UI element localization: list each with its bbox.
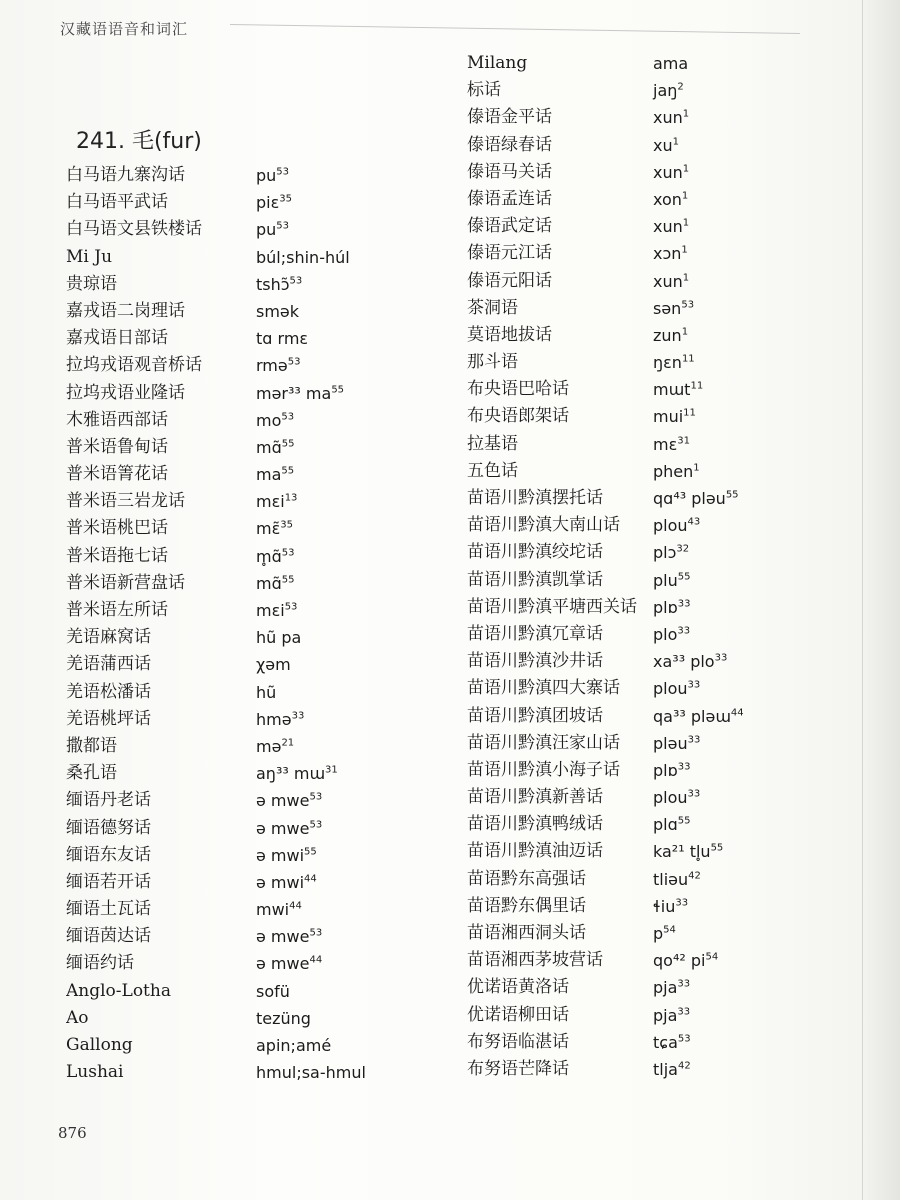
word-form bbox=[653, 322, 688, 349]
tone-number: 55 bbox=[281, 574, 295, 586]
word-form bbox=[256, 842, 317, 869]
word-form bbox=[256, 162, 289, 189]
language-name: 缅语约话 bbox=[66, 953, 134, 974]
word-form bbox=[653, 159, 689, 186]
word-form bbox=[256, 244, 350, 271]
word-form bbox=[256, 787, 322, 814]
tone-number: 55 bbox=[304, 846, 317, 858]
language-name: 白马语平武话 bbox=[66, 192, 168, 213]
form-text: plo bbox=[653, 624, 678, 644]
word-form bbox=[653, 567, 690, 594]
form-text: mər³³ ma bbox=[256, 383, 332, 403]
language-name: 茶洞语 bbox=[467, 297, 518, 318]
word-form bbox=[256, 1032, 331, 1059]
language-name: 苗语川黔滇油迈话 bbox=[467, 841, 603, 862]
form-text: tshɔ̃ bbox=[256, 274, 290, 294]
language-name: 傣语金平话 bbox=[467, 107, 552, 128]
language-name: 苗语黔东高强话 bbox=[467, 868, 586, 889]
page-shadow bbox=[860, 0, 900, 1200]
word-form bbox=[653, 675, 700, 702]
language-name: 布央语郎架话 bbox=[467, 406, 569, 427]
form-text: ə mwi bbox=[256, 872, 305, 892]
tone-number: 33 bbox=[687, 734, 701, 746]
tone-number: 13 bbox=[284, 492, 298, 504]
tone-number: 1 bbox=[693, 462, 700, 474]
word-form bbox=[256, 978, 290, 1005]
word-form bbox=[653, 268, 689, 295]
tone-number: 33 bbox=[291, 710, 305, 722]
form-text: mɛ̃ bbox=[256, 519, 281, 539]
word-form bbox=[653, 50, 688, 77]
tone-number: 44 bbox=[309, 955, 323, 967]
running-head: 汉藏语语音和词汇 bbox=[60, 20, 189, 38]
word-form bbox=[256, 869, 317, 896]
form-text: χəm bbox=[256, 655, 291, 675]
language-name: 傣语元江话 bbox=[467, 243, 552, 264]
form-text: xu bbox=[653, 135, 673, 155]
word-form bbox=[653, 213, 689, 240]
language-name: 优诺语黄洛话 bbox=[467, 977, 569, 998]
word-form bbox=[256, 298, 299, 325]
tone-number: 53 bbox=[309, 927, 323, 939]
tone-number: 53 bbox=[284, 601, 298, 613]
tone-number: 35 bbox=[279, 193, 292, 205]
word-form bbox=[256, 515, 293, 542]
word-form bbox=[256, 733, 294, 760]
word-form bbox=[653, 349, 695, 376]
form-text: plu bbox=[653, 570, 678, 590]
word-form bbox=[653, 240, 688, 267]
form-text: phen bbox=[653, 461, 694, 481]
word-form bbox=[256, 380, 344, 407]
tone-number: 55 bbox=[725, 489, 739, 501]
tone-number: 53 bbox=[677, 1033, 691, 1045]
language-name: 苗语川黔滇新善话 bbox=[467, 787, 603, 808]
language-name: 苗语川黔滇大南山话 bbox=[467, 515, 620, 536]
form-text: pləu bbox=[653, 733, 688, 753]
language-name: Lushai bbox=[66, 1062, 124, 1083]
language-name: Ao bbox=[66, 1007, 89, 1028]
tone-number: 33 bbox=[677, 1006, 691, 1018]
tone-number: 31 bbox=[677, 435, 690, 447]
language-name: 傣语武定话 bbox=[467, 216, 552, 237]
language-name: 苗语湘西洞头话 bbox=[467, 923, 586, 943]
tone-number: 11 bbox=[683, 408, 696, 420]
word-form bbox=[653, 784, 700, 811]
language-name: 苗语湘西茅坡营话 bbox=[467, 950, 603, 971]
language-name: 羌语麻窝话 bbox=[66, 627, 151, 648]
word-form bbox=[256, 189, 292, 216]
word-form bbox=[256, 624, 301, 651]
word-form bbox=[653, 703, 744, 730]
form-text: hmə bbox=[256, 709, 292, 729]
tone-number: 1 bbox=[682, 217, 690, 229]
word-form bbox=[653, 974, 690, 1001]
form-text: tliəu bbox=[653, 869, 689, 889]
form-text: aŋ³³ mɯ bbox=[256, 764, 326, 784]
word-form bbox=[256, 488, 297, 515]
word-form bbox=[256, 434, 294, 461]
form-text: plɑ bbox=[653, 815, 678, 835]
word-form bbox=[653, 893, 688, 920]
language-name: 傣语马关话 bbox=[467, 161, 552, 182]
tone-number: 33 bbox=[687, 788, 701, 800]
form-text: pja bbox=[653, 1005, 678, 1025]
language-name: 普米语鲁甸话 bbox=[66, 436, 168, 457]
word-form bbox=[256, 543, 294, 570]
tone-number: 44 bbox=[289, 900, 302, 912]
form-text: tɑ rmɛ bbox=[256, 329, 309, 349]
tone-number: 53 bbox=[276, 166, 290, 178]
form-text: tlja bbox=[653, 1059, 678, 1079]
tone-number: 53 bbox=[309, 819, 323, 831]
word-form bbox=[653, 403, 696, 430]
header-rule bbox=[230, 24, 800, 34]
language-name: 苗语川黔滇凯掌话 bbox=[467, 569, 603, 590]
language-name: 布努语临湛话 bbox=[467, 1031, 569, 1052]
word-form bbox=[256, 271, 302, 298]
tone-number: 55 bbox=[710, 843, 724, 855]
tone-number: 53 bbox=[281, 411, 295, 423]
tone-number: 1 bbox=[681, 190, 689, 202]
form-text: plɒ bbox=[653, 760, 678, 780]
language-name: 羌语桃坪话 bbox=[66, 708, 151, 729]
form-text: xun bbox=[653, 108, 683, 128]
word-form bbox=[256, 597, 297, 624]
tone-number: 33 bbox=[687, 679, 701, 691]
word-form bbox=[653, 811, 691, 838]
form-text: tɕa bbox=[653, 1032, 678, 1052]
language-name: 缅语丹老话 bbox=[66, 790, 151, 811]
form-text: xɔn bbox=[653, 244, 682, 264]
word-form bbox=[256, 896, 302, 923]
word-form bbox=[256, 461, 294, 488]
form-text: tezüng bbox=[256, 1008, 311, 1028]
form-text: plɔ bbox=[653, 543, 677, 563]
word-form bbox=[653, 1029, 691, 1056]
tone-number: 55 bbox=[281, 465, 295, 477]
form-text: mɯt bbox=[653, 380, 691, 400]
form-text: qo⁴² pi bbox=[653, 951, 706, 971]
language-name: 傣语孟连话 bbox=[467, 188, 552, 209]
tone-number: 33 bbox=[677, 979, 691, 991]
language-name: 傣语元阳话 bbox=[467, 270, 552, 291]
word-form bbox=[256, 1059, 366, 1086]
language-name: 白马语九寨沟话 bbox=[66, 165, 185, 185]
language-name: Mi Ju bbox=[66, 246, 113, 267]
form-text: plɒ bbox=[653, 597, 678, 617]
word-form bbox=[653, 512, 700, 539]
word-form bbox=[256, 325, 308, 352]
form-text: qɑ⁴³ pləu bbox=[653, 489, 726, 508]
language-name: 普米语箐花话 bbox=[66, 464, 168, 485]
language-name: 普米语拖七话 bbox=[66, 545, 168, 566]
form-text: ŋɛn bbox=[653, 353, 682, 373]
form-text: pja bbox=[653, 978, 678, 998]
tone-number: 55 bbox=[331, 384, 345, 396]
language-name: 羌语蒲西话 bbox=[66, 654, 151, 675]
form-text: ə mwe bbox=[256, 818, 310, 838]
form-text: xun bbox=[653, 162, 683, 182]
form-text: mɛi bbox=[256, 601, 285, 620]
form-text: hũ pa bbox=[256, 628, 302, 648]
tone-number: 1 bbox=[681, 244, 688, 256]
form-text: xon bbox=[653, 189, 682, 209]
word-form bbox=[256, 815, 322, 842]
tone-number: 53 bbox=[289, 275, 303, 287]
form-text: mɑ̃ bbox=[256, 573, 282, 593]
language-name: 嘉戎语日部话 bbox=[66, 328, 168, 349]
language-name: 普米语三岩龙话 bbox=[66, 491, 185, 512]
form-text: xun bbox=[653, 217, 683, 237]
form-text: ka²¹ tl̥u bbox=[653, 842, 711, 862]
word-form bbox=[256, 570, 294, 597]
tone-number: 11 bbox=[690, 380, 704, 392]
language-name: 嘉戎语二岗理话 bbox=[66, 300, 185, 321]
form-text: ə mwi bbox=[256, 845, 305, 865]
form-text: apin;amé bbox=[256, 1036, 332, 1055]
tone-number: 1 bbox=[682, 163, 690, 175]
language-name: 缅语茵达话 bbox=[66, 926, 151, 947]
tone-number: 53 bbox=[276, 221, 290, 233]
tone-number: 53 bbox=[681, 299, 695, 311]
language-name: 拉坞戎语业隆话 bbox=[66, 382, 185, 403]
tone-number: 1 bbox=[682, 109, 690, 121]
word-form bbox=[653, 920, 676, 947]
word-form bbox=[653, 458, 700, 485]
word-form bbox=[653, 485, 739, 512]
form-text: m̥ɑ̃ bbox=[256, 546, 282, 566]
tone-number: 33 bbox=[675, 897, 689, 909]
form-text: mui bbox=[653, 407, 684, 427]
language-name: Anglo-Lotha bbox=[66, 980, 171, 1001]
form-text: pu bbox=[256, 220, 277, 240]
tone-number: 33 bbox=[714, 652, 728, 664]
word-form bbox=[653, 132, 679, 159]
word-form bbox=[653, 730, 700, 757]
form-text: piɛ bbox=[256, 193, 280, 213]
word-form bbox=[653, 77, 684, 104]
tone-number: 55 bbox=[677, 815, 691, 827]
word-form bbox=[256, 651, 291, 678]
tone-number: 1 bbox=[672, 136, 679, 148]
form-text: mwi bbox=[256, 900, 290, 920]
form-text: mɛ bbox=[653, 434, 678, 454]
word-form bbox=[256, 706, 304, 733]
language-name: 那斗语 bbox=[467, 352, 518, 373]
word-form bbox=[653, 295, 694, 322]
tone-number: 55 bbox=[677, 571, 691, 583]
language-name: 标话 bbox=[467, 80, 501, 101]
form-text: plou bbox=[653, 679, 688, 699]
word-form bbox=[653, 947, 718, 974]
form-text: mɑ̃ bbox=[256, 437, 282, 457]
tone-number: 11 bbox=[681, 353, 695, 365]
language-name: 拉坞戎语观音桥话 bbox=[66, 355, 202, 376]
tone-number: 54 bbox=[705, 951, 719, 963]
language-name: 缅语东友话 bbox=[66, 844, 151, 865]
tone-number: 32 bbox=[676, 544, 690, 556]
tone-number: 53 bbox=[281, 547, 295, 559]
tone-number: 33 bbox=[677, 625, 691, 637]
tone-number: 21 bbox=[281, 737, 295, 749]
form-text: hũ bbox=[256, 682, 277, 702]
language-name: 优诺语柳田话 bbox=[467, 1004, 569, 1025]
word-form bbox=[653, 648, 727, 675]
tone-number: 44 bbox=[304, 873, 317, 885]
language-name: 苗语黔东偶里话 bbox=[467, 895, 586, 916]
language-name: 莫语地拔话 bbox=[467, 324, 552, 345]
word-form bbox=[256, 1005, 311, 1032]
form-text: p bbox=[653, 924, 664, 943]
form-text: ma bbox=[256, 465, 282, 485]
language-name: 木雅语西部话 bbox=[66, 409, 168, 430]
tone-number: 1 bbox=[682, 272, 690, 284]
word-form bbox=[256, 407, 294, 434]
language-name: 缅语若开话 bbox=[66, 871, 151, 892]
form-text: jaŋ bbox=[653, 81, 678, 101]
word-form bbox=[653, 838, 723, 865]
form-text: pu bbox=[256, 166, 277, 185]
tone-number: 42 bbox=[677, 1060, 691, 1072]
word-form bbox=[653, 594, 691, 621]
word-form bbox=[653, 104, 689, 131]
form-text: mɛi bbox=[256, 492, 285, 512]
word-form bbox=[653, 1056, 691, 1083]
word-form bbox=[653, 431, 690, 458]
language-name: 白马语文县铁楼话 bbox=[66, 219, 202, 240]
form-text: hmul;sa-hmul bbox=[256, 1063, 366, 1083]
tone-number: 53 bbox=[309, 791, 323, 803]
language-name: Gallong bbox=[66, 1035, 133, 1055]
tone-number: 54 bbox=[663, 924, 676, 936]
form-text: xa³³ plo bbox=[653, 652, 715, 672]
word-form bbox=[653, 376, 703, 403]
language-name: 苗语川黔滇四大寨话 bbox=[467, 678, 620, 699]
form-text: sən bbox=[653, 298, 682, 318]
form-text: ɬiu bbox=[653, 896, 676, 916]
tone-number: 33 bbox=[677, 761, 691, 773]
language-name: 五色话 bbox=[467, 460, 518, 481]
word-form bbox=[653, 621, 690, 648]
language-name: 贵琼语 bbox=[66, 273, 117, 294]
form-text: ə mwe bbox=[256, 954, 310, 974]
word-form bbox=[256, 352, 300, 379]
form-text: mə bbox=[256, 736, 282, 756]
form-text: mo bbox=[256, 410, 282, 430]
word-form bbox=[256, 760, 338, 787]
word-form bbox=[653, 866, 701, 893]
form-text: ə mwe bbox=[256, 927, 310, 947]
language-name: 苗语川黔滇鸭绒话 bbox=[467, 814, 603, 835]
tone-number: 42 bbox=[688, 870, 701, 882]
form-text: zun bbox=[653, 325, 682, 345]
language-name: 苗语川黔滇摆托话 bbox=[467, 488, 603, 508]
language-name: 傣语绿春话 bbox=[467, 134, 552, 155]
section-title: 241. 毛(fur) bbox=[76, 129, 202, 154]
tone-number: 53 bbox=[287, 356, 301, 368]
language-name: 苗语川黔滇绞坨话 bbox=[467, 542, 603, 563]
language-name: 苗语川黔滇汪家山话 bbox=[467, 732, 620, 753]
tone-number: 44 bbox=[730, 707, 744, 719]
tone-number: 2 bbox=[677, 81, 684, 93]
tone-number: 55 bbox=[281, 438, 295, 450]
form-text: xun bbox=[653, 271, 683, 291]
word-form bbox=[256, 923, 322, 950]
language-name: 缅语德努话 bbox=[66, 817, 151, 838]
tone-number: 35 bbox=[280, 520, 293, 532]
language-name: 布央语巴哈话 bbox=[467, 379, 569, 400]
form-text: plou bbox=[653, 788, 688, 808]
language-name: 苗语川黔滇沙井话 bbox=[467, 651, 603, 672]
language-name: 撒都语 bbox=[66, 735, 117, 756]
language-name: 缅语土瓦话 bbox=[66, 899, 151, 920]
word-form bbox=[653, 539, 689, 566]
language-name: Milang bbox=[467, 53, 528, 73]
tone-number: 31 bbox=[325, 764, 338, 776]
language-name: 桑孔语 bbox=[66, 763, 117, 784]
form-text: ə mwe bbox=[256, 791, 310, 811]
word-form bbox=[653, 757, 691, 784]
language-name: 苗语川黔滇平塘西关话 bbox=[467, 596, 637, 617]
form-text: rmə bbox=[256, 356, 288, 376]
form-text: búl;shin-húl bbox=[256, 247, 350, 267]
form-text: plou bbox=[653, 516, 688, 536]
language-name: 拉基语 bbox=[467, 433, 518, 454]
language-name: 苗语川黔滇团坡话 bbox=[467, 705, 603, 726]
form-text: qa³³ pləɯ bbox=[653, 706, 731, 726]
language-name: 羌语松潘话 bbox=[66, 681, 151, 702]
form-text: sofü bbox=[256, 981, 290, 1001]
language-name: 苗语川黔滇冗章话 bbox=[467, 623, 603, 644]
language-name: 普米语桃巴话 bbox=[66, 518, 168, 539]
language-name: 苗语川黔滇小海子话 bbox=[467, 759, 620, 780]
language-name: 普米语左所话 bbox=[66, 600, 168, 620]
word-form bbox=[256, 950, 322, 977]
tone-number: 43 bbox=[687, 516, 701, 528]
tone-number: 33 bbox=[677, 598, 691, 610]
word-form bbox=[653, 186, 688, 213]
word-form bbox=[256, 679, 276, 706]
form-text: smək bbox=[256, 301, 300, 321]
word-form bbox=[256, 216, 289, 243]
language-name: 布努语芒降话 bbox=[467, 1058, 569, 1079]
form-text: ama bbox=[653, 54, 689, 73]
word-form bbox=[653, 1002, 690, 1029]
page-number: 876 bbox=[58, 1124, 87, 1142]
tone-number: 1 bbox=[681, 326, 689, 338]
language-name: 普米语新营盘话 bbox=[66, 572, 185, 593]
